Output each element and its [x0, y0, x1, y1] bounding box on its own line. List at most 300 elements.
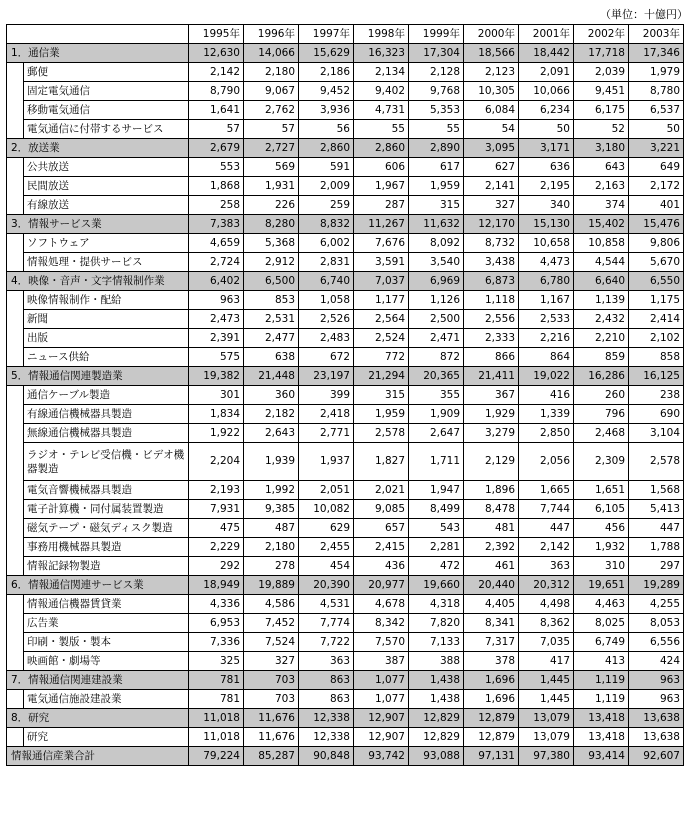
subcategory-value: 1,932	[574, 538, 629, 557]
subcategory-value: 3,936	[299, 101, 354, 120]
subcategory-value: 2,500	[409, 310, 464, 329]
subcategory-value: 2,142	[519, 538, 574, 557]
subcategory-value: 456	[574, 519, 629, 538]
subcategory-row	[7, 405, 684, 424]
category-value: 12,630	[189, 44, 244, 63]
subcategory-value: 8,499	[409, 500, 464, 519]
subcategory-value: 2,473	[189, 310, 244, 329]
subcategory-value: 287	[354, 196, 409, 215]
row-indent	[7, 177, 24, 196]
subcategory-value: 866	[464, 348, 519, 367]
subcategory-value: 627	[464, 158, 519, 177]
subcategory-value: 6,175	[574, 101, 629, 120]
category-value: 20,365	[409, 367, 464, 386]
subcategory-value: 3,591	[354, 253, 409, 272]
subcategory-value: 4,255	[629, 595, 684, 614]
subcategory-label: 情報処理・提供サービス	[24, 253, 189, 272]
subcategory-value: 447	[629, 519, 684, 538]
subcategory-value: 7,744	[519, 500, 574, 519]
subcategory-value: 310	[574, 557, 629, 576]
subcategory-value: 472	[409, 557, 464, 576]
subcategory-label: 有線放送	[24, 196, 189, 215]
subcategory-value: 2,172	[629, 177, 684, 196]
category-value: 1,119	[574, 671, 629, 690]
subcategory-value: 2,180	[244, 63, 299, 82]
subcategory-value: 859	[574, 348, 629, 367]
subcategory-value: 4,498	[519, 595, 574, 614]
subcategory-value: 9,451	[574, 82, 629, 101]
subcategory-value: 1,139	[574, 291, 629, 310]
subcategory-value: 2,531	[244, 310, 299, 329]
subcategory-label: 新聞	[24, 310, 189, 329]
row-indent	[7, 101, 24, 120]
subcategory-value: 4,336	[189, 595, 244, 614]
subcategory-label: 電気通信に付帯するサービス	[24, 120, 189, 139]
subcategory-value: 1,177	[354, 291, 409, 310]
subcategory-value: 2,556	[464, 310, 519, 329]
subcategory-value: 55	[354, 120, 409, 139]
subcategory-label: 情報記録物製造	[24, 557, 189, 576]
subcategory-row	[7, 177, 684, 196]
category-value: 2,860	[299, 139, 354, 158]
subcategory-value: 872	[409, 348, 464, 367]
subcategory-value: 7,336	[189, 633, 244, 652]
subcategory-value: 4,544	[574, 253, 629, 272]
subcategory-value: 1,929	[464, 405, 519, 424]
year-header: 2002年	[574, 25, 629, 44]
subcategory-value: 4,731	[354, 101, 409, 120]
subcategory-value: 2,229	[189, 538, 244, 557]
subcategory-label: 公共放送	[24, 158, 189, 177]
subcategory-value: 1,947	[409, 481, 464, 500]
subcategory-value: 52	[574, 120, 629, 139]
subcategory-value: 629	[299, 519, 354, 538]
subcategory-row	[7, 196, 684, 215]
subcategory-row	[7, 633, 684, 652]
row-indent	[7, 633, 24, 652]
subcategory-value: 9,385	[244, 500, 299, 519]
category-value: 3,221	[629, 139, 684, 158]
subcategory-value: 864	[519, 348, 574, 367]
subcategory-value: 9,085	[354, 500, 409, 519]
subcategory-value: 1,959	[409, 177, 464, 196]
subcategory-value: 9,402	[354, 82, 409, 101]
subcategory-value: 10,082	[299, 500, 354, 519]
row-indent	[7, 63, 24, 82]
subcategory-value: 703	[244, 690, 299, 709]
category-value: 1,438	[409, 671, 464, 690]
subcategory-value: 6,002	[299, 234, 354, 253]
category-value: 20,977	[354, 576, 409, 595]
category-value: 19,660	[409, 576, 464, 595]
subcategory-value: 4,463	[574, 595, 629, 614]
subcategory-value: 11,676	[244, 728, 299, 747]
subcategory-value: 638	[244, 348, 299, 367]
category-value: 3,180	[574, 139, 629, 158]
subcategory-value: 2,533	[519, 310, 574, 329]
category-value: 781	[189, 671, 244, 690]
total-value: 97,131	[464, 747, 519, 766]
subcategory-value: 7,931	[189, 500, 244, 519]
subcategory-row	[7, 481, 684, 500]
subcategory-label: 無線通信機械器具製造	[24, 424, 189, 443]
row-indent	[7, 348, 24, 367]
total-value: 90,848	[299, 747, 354, 766]
subcategory-value: 7,133	[409, 633, 464, 652]
subcategory-value: 8,341	[464, 614, 519, 633]
row-indent	[7, 690, 24, 709]
category-value: 13,079	[519, 709, 574, 728]
subcategory-value: 8,362	[519, 614, 574, 633]
subcategory-value: 363	[299, 652, 354, 671]
subcategory-row	[7, 291, 684, 310]
subcategory-value: 340	[519, 196, 574, 215]
subcategory-label: ニュース供給	[24, 348, 189, 367]
subcategory-value: 5,353	[409, 101, 464, 120]
row-indent	[7, 614, 24, 633]
subcategory-value: 2,912	[244, 253, 299, 272]
subcategory-value: 7,035	[519, 633, 574, 652]
subcategory-row	[7, 538, 684, 557]
subcategory-label: 印刷・製版・製本	[24, 633, 189, 652]
category-row	[7, 671, 684, 690]
category-value: 13,638	[629, 709, 684, 728]
row-indent	[7, 158, 24, 177]
subcategory-value: 424	[629, 652, 684, 671]
category-value: 2,679	[189, 139, 244, 158]
subcategory-label: 電気音響機械器具製造	[24, 481, 189, 500]
subcategory-label: ソフトウェア	[24, 234, 189, 253]
category-value: 11,676	[244, 709, 299, 728]
subcategory-value: 6,537	[629, 101, 684, 120]
subcategory-label: 磁気テープ・磁気ディスク製造	[24, 519, 189, 538]
subcategory-row	[7, 101, 684, 120]
subcategory-value: 327	[244, 652, 299, 671]
subcategory-value: 2,477	[244, 329, 299, 348]
row-indent	[7, 329, 24, 348]
subcategory-value: 2,142	[189, 63, 244, 82]
subcategory-value: 575	[189, 348, 244, 367]
subcategory-value: 9,768	[409, 82, 464, 101]
total-value: 92,607	[629, 747, 684, 766]
subcategory-value: 672	[299, 348, 354, 367]
year-header: 2000年	[464, 25, 519, 44]
subcategory-value: 8,732	[464, 234, 519, 253]
subcategory-row	[7, 82, 684, 101]
total-value: 85,287	[244, 747, 299, 766]
subcategory-value: 1,696	[464, 690, 519, 709]
subcategory-value: 643	[574, 158, 629, 177]
category-label: 2．放送業	[7, 139, 189, 158]
subcategory-value: 4,531	[299, 595, 354, 614]
row-indent	[7, 728, 24, 747]
subcategory-value: 1,445	[519, 690, 574, 709]
subcategory-value: 569	[244, 158, 299, 177]
subcategory-value: 1,058	[299, 291, 354, 310]
subcategory-value: 10,658	[519, 234, 574, 253]
subcategory-label: 研究	[24, 728, 189, 747]
category-value: 8,280	[244, 215, 299, 234]
subcategory-row	[7, 690, 684, 709]
subcategory-value: 12,907	[354, 728, 409, 747]
subcategory-value: 2,180	[244, 538, 299, 557]
category-value: 19,382	[189, 367, 244, 386]
subcategory-value: 13,079	[519, 728, 574, 747]
subcategory-value: 2,483	[299, 329, 354, 348]
category-value: 16,125	[629, 367, 684, 386]
subcategory-value: 2,123	[464, 63, 519, 82]
subcategory-value: 1,651	[574, 481, 629, 500]
subcategory-value: 858	[629, 348, 684, 367]
category-value: 17,304	[409, 44, 464, 63]
subcategory-value: 963	[629, 690, 684, 709]
subcategory-value: 413	[574, 652, 629, 671]
category-value: 863	[299, 671, 354, 690]
category-value: 1,445	[519, 671, 574, 690]
subcategory-value: 7,774	[299, 614, 354, 633]
category-value: 19,289	[629, 576, 684, 595]
category-value: 3,095	[464, 139, 519, 158]
subcategory-value: 436	[354, 557, 409, 576]
subcategory-row	[7, 234, 684, 253]
category-value: 12,879	[464, 709, 519, 728]
subcategory-value: 863	[299, 690, 354, 709]
subcategory-row	[7, 500, 684, 519]
subcategory-value: 1,711	[409, 443, 464, 481]
subcategory-value: 6,556	[629, 633, 684, 652]
category-value: 6,969	[409, 272, 464, 291]
subcategory-value: 2,524	[354, 329, 409, 348]
subcategory-value: 454	[299, 557, 354, 576]
category-value: 15,476	[629, 215, 684, 234]
subcategory-value: 1,167	[519, 291, 574, 310]
row-indent	[7, 481, 24, 500]
subcategory-value: 2,432	[574, 310, 629, 329]
subcategory-row	[7, 120, 684, 139]
subcategory-value: 2,281	[409, 538, 464, 557]
subcategory-value: 475	[189, 519, 244, 538]
year-header: 1997年	[299, 25, 354, 44]
subcategory-value: 772	[354, 348, 409, 367]
subcategory-value: 1,119	[574, 690, 629, 709]
subcategory-value: 2,333	[464, 329, 519, 348]
subcategory-value: 2,091	[519, 63, 574, 82]
subcategory-value: 12,879	[464, 728, 519, 747]
subcategory-value: 1,939	[244, 443, 299, 481]
subcategory-row	[7, 519, 684, 538]
subcategory-value: 388	[409, 652, 464, 671]
subcategory-value: 8,092	[409, 234, 464, 253]
subcategory-label: 映画館・劇場等	[24, 652, 189, 671]
subcategory-value: 2,128	[409, 63, 464, 82]
subcategory-value: 1,931	[244, 177, 299, 196]
subcategory-value: 2,455	[299, 538, 354, 557]
subcategory-value: 2,418	[299, 405, 354, 424]
subcategory-value: 2,647	[409, 424, 464, 443]
row-indent	[7, 405, 24, 424]
subcategory-value: 278	[244, 557, 299, 576]
subcategory-value: 7,676	[354, 234, 409, 253]
subcategory-value: 292	[189, 557, 244, 576]
category-value: 12,907	[354, 709, 409, 728]
category-value: 2,727	[244, 139, 299, 158]
subcategory-value: 9,806	[629, 234, 684, 253]
year-header: 2001年	[519, 25, 574, 44]
subcategory-value: 3,540	[409, 253, 464, 272]
industry-table	[6, 24, 684, 766]
subcategory-value: 690	[629, 405, 684, 424]
subcategory-value: 417	[519, 652, 574, 671]
subcategory-value: 416	[519, 386, 574, 405]
category-row	[7, 139, 684, 158]
category-label: 8．研究	[7, 709, 189, 728]
subcategory-value: 12,338	[299, 728, 354, 747]
subcategory-value: 238	[629, 386, 684, 405]
subcategory-row	[7, 595, 684, 614]
subcategory-value: 1,665	[519, 481, 574, 500]
subcategory-label: 情報通信機器賃貸業	[24, 595, 189, 614]
subcategory-value: 387	[354, 652, 409, 671]
category-value: 13,418	[574, 709, 629, 728]
year-header: 1999年	[409, 25, 464, 44]
subcategory-value: 649	[629, 158, 684, 177]
subcategory-value: 50	[629, 120, 684, 139]
category-value: 23,197	[299, 367, 354, 386]
year-header: 2003年	[629, 25, 684, 44]
category-value: 6,873	[464, 272, 519, 291]
subcategory-value: 5,413	[629, 500, 684, 519]
category-label: 3．情報サービス業	[7, 215, 189, 234]
subcategory-value: 8,478	[464, 500, 519, 519]
subcategory-value: 487	[244, 519, 299, 538]
subcategory-value: 591	[299, 158, 354, 177]
total-row	[7, 747, 684, 766]
subcategory-value: 1,126	[409, 291, 464, 310]
subcategory-row	[7, 728, 684, 747]
category-value: 21,294	[354, 367, 409, 386]
subcategory-value: 2,051	[299, 481, 354, 500]
subcategory-value: 259	[299, 196, 354, 215]
subcategory-value: 1,568	[629, 481, 684, 500]
subcategory-value: 796	[574, 405, 629, 424]
category-value: 6,640	[574, 272, 629, 291]
subcategory-value: 1,868	[189, 177, 244, 196]
subcategory-value: 4,678	[354, 595, 409, 614]
category-value: 8,832	[299, 215, 354, 234]
subcategory-value: 8,053	[629, 614, 684, 633]
subcategory-value: 1,641	[189, 101, 244, 120]
subcategory-value: 2,850	[519, 424, 574, 443]
subcategory-value: 6,105	[574, 500, 629, 519]
subcategory-value: 853	[244, 291, 299, 310]
subcategory-row	[7, 348, 684, 367]
row-indent	[7, 253, 24, 272]
category-value: 963	[629, 671, 684, 690]
subcategory-value: 2,186	[299, 63, 354, 82]
subcategory-value: 374	[574, 196, 629, 215]
total-value: 79,224	[189, 747, 244, 766]
subcategory-value: 355	[409, 386, 464, 405]
category-row	[7, 215, 684, 234]
category-label: 1．通信業	[7, 44, 189, 63]
category-value: 16,323	[354, 44, 409, 63]
subcategory-value: 8,342	[354, 614, 409, 633]
subcategory-value: 10,305	[464, 82, 519, 101]
row-indent	[7, 82, 24, 101]
row-indent	[7, 500, 24, 519]
category-value: 6,500	[244, 272, 299, 291]
subcategory-value: 260	[574, 386, 629, 405]
subcategory-value: 297	[629, 557, 684, 576]
subcategory-label: 固定電気通信	[24, 82, 189, 101]
category-value: 15,402	[574, 215, 629, 234]
subcategory-value: 2,643	[244, 424, 299, 443]
unit-label: （単位：十億円）	[600, 8, 688, 21]
category-value: 14,066	[244, 44, 299, 63]
row-indent	[7, 196, 24, 215]
subcategory-value: 3,438	[464, 253, 519, 272]
subcategory-value: 3,279	[464, 424, 519, 443]
subcategory-row	[7, 424, 684, 443]
subcategory-value: 9,452	[299, 82, 354, 101]
category-value: 17,346	[629, 44, 684, 63]
subcategory-value: 1,827	[354, 443, 409, 481]
subcategory-value: 315	[409, 196, 464, 215]
subcategory-value: 55	[409, 120, 464, 139]
subcategory-value: 301	[189, 386, 244, 405]
subcategory-value: 13,638	[629, 728, 684, 747]
subcategory-value: 1,118	[464, 291, 519, 310]
subcategory-value: 781	[189, 690, 244, 709]
subcategory-value: 1,937	[299, 443, 354, 481]
subcategory-value: 2,391	[189, 329, 244, 348]
subcategory-value: 1,992	[244, 481, 299, 500]
subcategory-value: 2,392	[464, 538, 519, 557]
subcategory-label: 映像情報制作・配給	[24, 291, 189, 310]
subcategory-value: 2,141	[464, 177, 519, 196]
subcategory-value: 1,967	[354, 177, 409, 196]
subcategory-value: 1,438	[409, 690, 464, 709]
category-label: 6．情報通信関連サービス業	[7, 576, 189, 595]
subcategory-value: 606	[354, 158, 409, 177]
subcategory-value: 2,578	[629, 443, 684, 481]
subcategory-value: 617	[409, 158, 464, 177]
category-value: 20,312	[519, 576, 574, 595]
subcategory-label: 電気通信施設建設業	[24, 690, 189, 709]
header-row	[7, 25, 684, 44]
subcategory-value: 2,102	[629, 329, 684, 348]
subcategory-value: 2,039	[574, 63, 629, 82]
subcategory-value: 4,405	[464, 595, 519, 614]
category-value: 1,696	[464, 671, 519, 690]
subcategory-value: 2,526	[299, 310, 354, 329]
subcategory-value: 2,564	[354, 310, 409, 329]
subcategory-value: 2,204	[189, 443, 244, 481]
category-label: 4．映像・音声・文字情報制作業	[7, 272, 189, 291]
category-value: 19,022	[519, 367, 574, 386]
subcategory-value: 1,077	[354, 690, 409, 709]
subcategory-value: 2,163	[574, 177, 629, 196]
subcategory-value: 3,104	[629, 424, 684, 443]
subcategory-value: 1,979	[629, 63, 684, 82]
subcategory-value: 56	[299, 120, 354, 139]
subcategory-value: 9,067	[244, 82, 299, 101]
category-label: 5．情報通信関連製造業	[7, 367, 189, 386]
category-value: 11,267	[354, 215, 409, 234]
subcategory-value: 2,724	[189, 253, 244, 272]
subcategory-label: 民間放送	[24, 177, 189, 196]
row-indent	[7, 310, 24, 329]
